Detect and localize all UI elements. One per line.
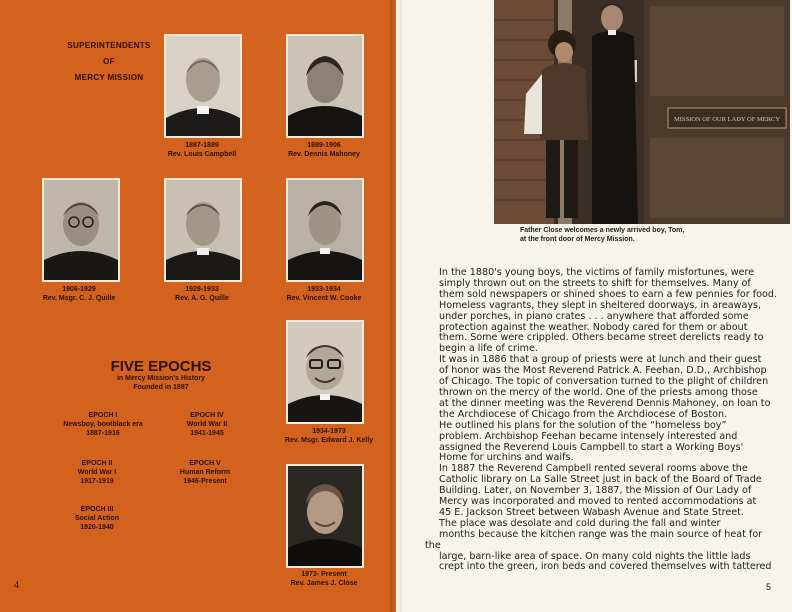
portrait-name: Rev. Vincent W. Cooke [286,295,362,302]
portrait-name: Rev. Dennis Mahoney [288,151,360,158]
portrait-name: Rev. Msgr. C. J. Quille [42,295,116,302]
portrait-name: Rev. Msgr. Edward J. Kelly [284,437,374,444]
epoch-entry [42,505,152,532]
text-line: at the dinner meeting was the Reverend Dennis Mahoney, on loan to [439,397,771,409]
epochs-subtitle [80,374,242,392]
portrait-years: 1933-1934 [307,286,341,293]
portrait-caption [14,285,144,303]
text-line: begin a life of crime. [439,343,538,355]
portrait-photo [286,464,364,568]
text-line: of Chicago. The topic of conversation turned to the plight of children [439,376,769,388]
epoch-title: EPOCH II [81,460,113,467]
book-gutter [390,0,402,612]
portrait-name: Rev. Louis Campbell [167,151,237,158]
history-body-text [425,268,777,573]
portrait-caption [272,141,376,159]
priest-portrait-image [288,322,362,422]
portrait-photo [164,178,242,282]
priest-portrait-image [288,180,362,280]
portrait-photo [286,320,364,424]
superintendents-heading [56,38,162,86]
priest-portrait-image [288,466,362,566]
epoch-entry [42,459,152,486]
text-line: problem. Archbishop Feehan became intensely interested and [439,430,738,442]
text-line: them. Some were crippled. Others became street derelicts ready to [439,332,764,344]
page-number: 5 [766,582,772,592]
portrait-years: 1973- Present [301,571,347,578]
portrait-years: 1889-1906 [307,142,341,149]
paragraph [425,464,777,519]
priest-portrait-image [166,180,240,280]
paragraph [425,268,777,355]
portrait-photo [42,178,120,282]
portrait-caption [266,570,382,588]
epoch-years: 1887-1916 [86,430,120,437]
epoch-description: Human Reform [179,469,231,476]
text-line: Catholic library on La Salle Street just in back of the Board of Trade [439,474,762,486]
photo-caption [520,226,760,244]
epoch-years: 1917-1919 [80,478,114,485]
portrait-photo [286,34,364,138]
epoch-title: EPOCH III [80,506,114,513]
text-line: Homeless vagrants, they slept in sheltered doorways, in areaways, [439,299,762,311]
portrait-years: 1887-1889 [185,142,219,149]
epoch-description: World War I [77,469,117,476]
portrait-name: Rev. James J. Close [290,580,358,587]
epoch-description: Social Action [74,515,120,522]
text-line: Home for urchins and waifs. [439,452,574,464]
text-line: He outlined his plans for the solution of the “homeless boy” [439,419,727,431]
text-line: of honor was the Most Reverend Patrick A. Feehan, D.D., Archbishop [439,365,767,377]
epoch-years: 1920-1940 [80,524,114,531]
epoch-title: EPOCH I [88,412,118,419]
text-line: In the 1880's young boys, the victims of family misfortunes, were [439,267,755,278]
portrait-caption [266,427,392,445]
paragraph [425,355,777,420]
heading-line: OF [103,57,115,66]
heading-line: MERCY MISSION [74,73,144,82]
text-line: simply thrown out on the streets to shift for themselves. Many of [439,277,751,289]
epoch-title: EPOCH IV [190,412,224,419]
portrait-caption [150,141,254,159]
portrait-years: 1934-1973 [312,428,346,435]
epochs-title: FIVE EPOCHS [110,358,212,375]
paragraph [425,421,777,465]
priest-portrait-image [44,180,118,280]
paragraph [425,519,777,574]
text-line: Mercy was incorporated and moved to rented accommodations at [439,496,757,508]
epoch-years: 1941-1945 [190,430,224,437]
mission-doorway-image [494,0,790,224]
epochs-subtitle-line: in Mercy Mission's History [116,375,206,382]
portrait-photo [286,178,364,282]
page-number: 4 [14,580,20,590]
text-line: the Archdiocese of Chicago from the Archdiocese of Boston. [439,408,728,420]
portrait-caption [266,285,382,303]
heading-line: SUPERINTENDENTS [67,41,151,50]
epoch-entry [150,459,260,486]
epochs-subtitle-line: Founded in 1887 [133,384,189,391]
text-line: months because the kitchen range was the main source of heat for the [425,528,763,551]
text-line: crept into the green, iron beds and covered themselves with tattered [439,561,772,573]
priest-portrait-image [288,36,362,136]
text-line: In 1887 the Reverend Campbell rented several rooms above the [439,463,748,475]
text-line: large, barn-like area of space. On many cold nights the little lads [439,550,751,562]
portrait-name: Rev. A. G. Quille [175,295,229,302]
text-line: thrown on the mercy of the world. One of the priests among those [439,386,758,398]
text-line: protection against the weather. Nobody cared for them or about [439,321,748,333]
text-line: The place was desolate and cold during the fall and winter [439,517,721,529]
portrait-photo [164,34,242,138]
text-line: them sold newspapers or shined shoes to earn a few pennies for food. [439,288,777,300]
epoch-entry [152,411,262,438]
text-line: under porches, in piano crates . . . anywhere that afforded some [439,310,749,322]
text-line: Building. Later, on November 3, 1887, the Mission of Our Lady of [439,485,752,497]
portrait-caption [150,285,254,303]
photo-caption-line: at the front door of Mercy Mission. [520,236,635,243]
text-line: 45 E. Jackson Street between Wabash Avenue and State Street. [439,506,744,518]
epoch-years: 1946-Present [183,478,227,485]
epoch-entry [48,411,158,438]
epoch-description: World War II [186,421,228,428]
photo-caption-line: Father Close welcomes a newly arrived boy, Tom, [520,227,685,234]
text-line: assigned the Reverend Louis Campbell to start a Working Boys' [439,441,744,453]
door-sign-text: MISSION OF OUR LADY OF MERCY [673,116,781,123]
portrait-years: 1906-1929 [62,286,96,293]
epoch-title: EPOCH V [189,460,221,467]
text-line: It was in 1886 that a group of priests were at lunch and their guest [439,354,762,366]
epoch-description: Newsboy, bootblack era [63,421,143,428]
portrait-years: 1929-1933 [185,286,219,293]
priest-portrait-image [166,36,240,136]
front-door-photo [494,0,790,224]
